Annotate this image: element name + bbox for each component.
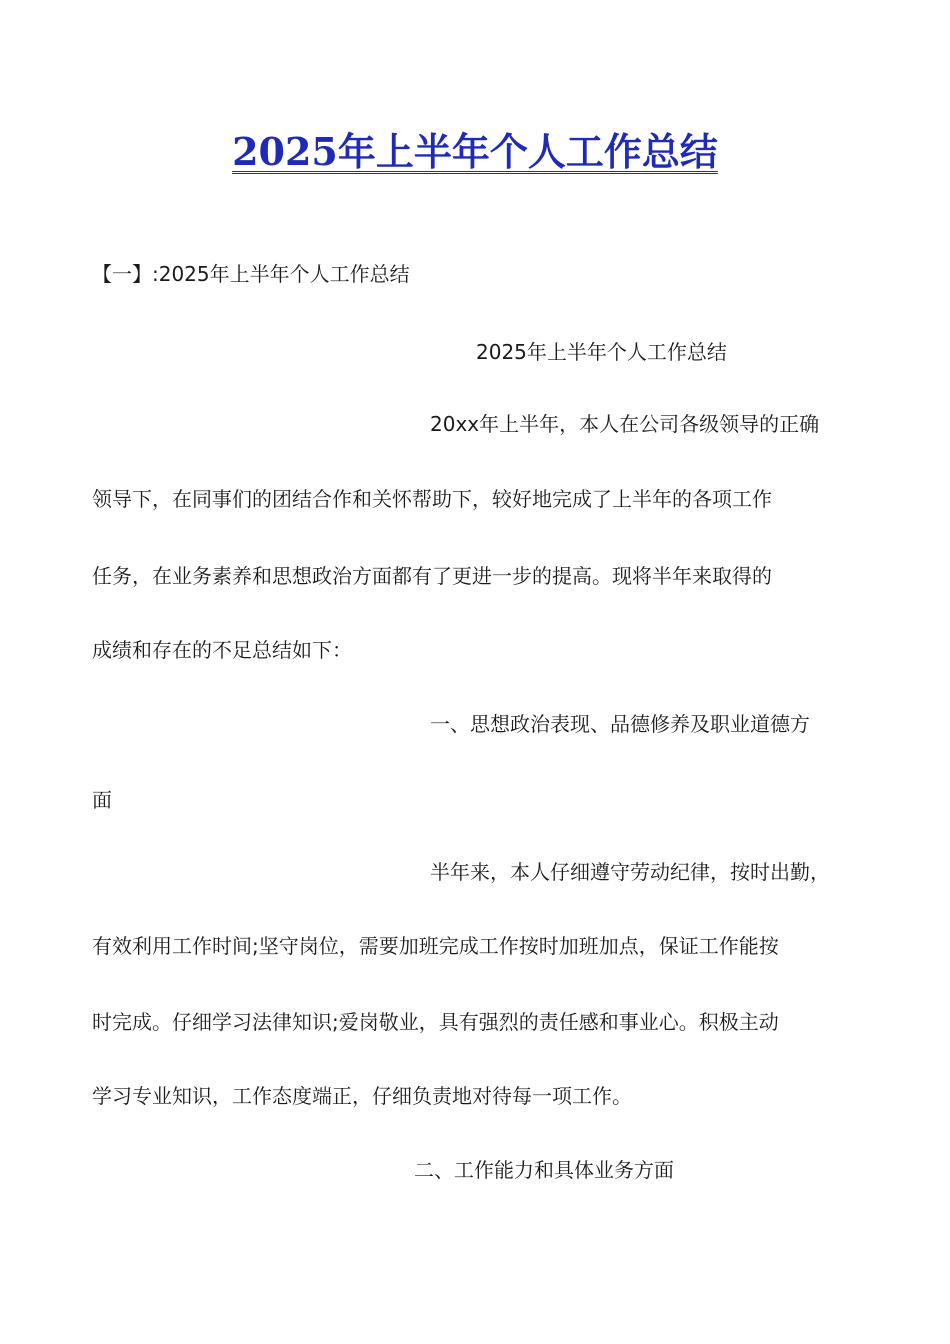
section-heading: 一、思想政治表现、品德修养及职业道德方 [430,712,810,736]
section-label: 【一】:2025年上半年个人工作总结 [92,262,410,286]
paragraph-line: 领导下，在同事们的团结合作和关怀帮助下，较好地完成了上半年的各项工作 [92,487,772,511]
section-heading: 面 [92,788,112,812]
paragraph-line: 时完成。仔细学习法律知识;爱岗敬业，具有强烈的责任感和事业心。积极主动 [92,1010,779,1034]
section-heading: 二、工作能力和具体业务方面 [414,1158,674,1182]
paragraph-line: 有效利用工作时间;坚守岗位，需要加班完成工作按时加班加点，保证工作能按 [92,934,779,958]
document-title [0,122,950,182]
title-link[interactable]: 2025年上半年个人工作总结 [232,129,718,174]
section-subtitle: 2025年上半年个人工作总结 [476,340,727,364]
paragraph-line: 任务，在业务素养和思想政治方面都有了更进一步的提高。现将半年来取得的 [92,564,772,588]
paragraph-line: 成绩和存在的不足总结如下： [92,638,352,662]
paragraph-line: 学习专业知识，工作态度端正，仔细负责地对待每一项工作。 [92,1084,632,1108]
paragraph-line: 半年来，本人仔细遵守劳动纪律，按时出勤， [430,860,830,884]
paragraph-line: 20xx年上半年，本人在公司各级领导的正确 [430,412,820,436]
